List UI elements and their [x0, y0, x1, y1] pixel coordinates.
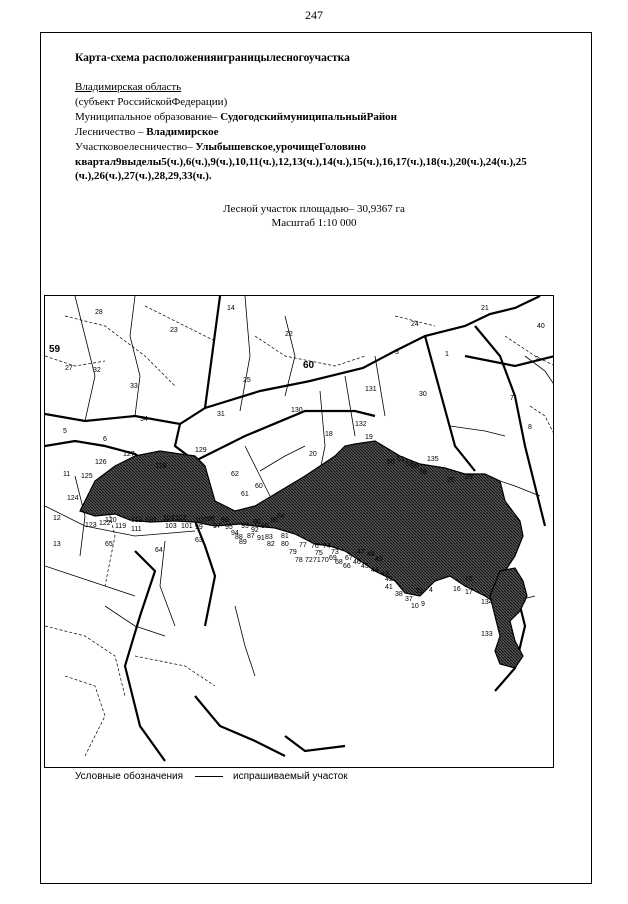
forest-map: [44, 295, 554, 768]
legend-description: испрашиваемый участок: [233, 771, 348, 782]
quarter-number-60: 60: [303, 360, 315, 371]
legend-label: Условные обозначения: [75, 771, 184, 782]
municipality-line: [75, 110, 575, 125]
parcel-label: 110: [145, 517, 157, 524]
parcel-label: 71: [313, 557, 321, 564]
parcel-label: 76: [311, 543, 319, 550]
parcel-label: 23: [170, 327, 178, 334]
parcel-label: 81: [281, 533, 289, 540]
parcel-label: 100: [195, 517, 207, 524]
parcel-label: 17: [465, 589, 473, 596]
parcel-label: 131: [365, 386, 377, 393]
parcel-label: 88: [235, 534, 243, 541]
parcel-info: [75, 80, 575, 183]
parcel-label: 84: [277, 513, 285, 520]
parcel-label: 99: [195, 524, 203, 531]
scale-text: Масштаб 1:10 000: [271, 217, 357, 229]
parcel-label: 20: [309, 451, 317, 458]
quarter-line: квартал9выделы5(ч.),6(ч.),9(ч.),10,11(ч.),12,13(ч.),14(ч.),15(ч.),16,17(ч.),18(ч.),20(ч.),24(ч.),25 (ч.),26(ч.),27(ч.),28,29,33(ч.).: [75, 156, 527, 182]
parcel-label: 94: [231, 530, 239, 537]
parcel-label: 36: [419, 469, 427, 476]
forestry-value: Владимирское: [146, 126, 219, 138]
parcel-label: 33: [130, 383, 138, 390]
parcel-label: 125: [81, 473, 93, 480]
parcel-label: 120: [105, 517, 117, 524]
parcel-label: 19: [365, 434, 373, 441]
municipality-value: СудогодскиймуниципальныйРайон: [220, 111, 398, 123]
parcel-label: 3: [395, 349, 399, 356]
parcel-label: 91: [257, 535, 265, 542]
parcel-label: 101: [181, 523, 193, 530]
parcel-label: 122: [99, 520, 111, 527]
page-number: 247: [305, 8, 323, 22]
parcel-label: 26: [447, 477, 455, 484]
parcel-label: 68: [335, 559, 343, 566]
parcel-label: 74: [323, 543, 331, 550]
parcel-label: 43: [381, 571, 389, 578]
parcel-label: 63: [195, 537, 203, 544]
parcel-label: 22: [285, 331, 293, 338]
parcel-label: 30: [419, 391, 427, 398]
parcel-label: 119: [115, 523, 127, 530]
parcel-label: 80: [281, 541, 289, 548]
parcel-label: 39: [415, 588, 423, 595]
parcel-label: 13: [53, 541, 61, 548]
area-block: [0, 202, 628, 230]
parcel-label: 37: [405, 596, 413, 603]
parcel-label: 83: [265, 534, 273, 541]
parcel-label: 123: [85, 522, 97, 529]
parcel-label: 25: [243, 377, 251, 384]
parcel-label: 60: [255, 483, 263, 490]
forestry-label: Лесничество –: [75, 126, 147, 138]
parcel-label: 73: [331, 549, 339, 556]
parcel-label: 32: [93, 367, 101, 374]
parcel-label: 45: [361, 563, 369, 570]
parcel-label: 128: [155, 463, 167, 470]
parcel-label: 90: [253, 519, 261, 526]
parcel-label: 75: [315, 550, 323, 557]
parcel-label: 134: [481, 599, 493, 606]
parcel-label: 50: [387, 459, 395, 466]
parcel-label: 35: [411, 463, 419, 470]
parcel-label: 21: [481, 305, 489, 312]
parcel-label: 89: [239, 539, 247, 546]
parcel-label: 92: [251, 527, 259, 534]
parcel-label: 112: [131, 517, 143, 524]
parcel-label: 51: [397, 456, 405, 463]
parcel-label: 95: [225, 524, 233, 531]
district-line: [75, 140, 575, 155]
quarter-number-59: 59: [49, 344, 61, 355]
requested-parcel: [80, 441, 527, 668]
parcel-label: 79: [289, 549, 297, 556]
forestry-line: [75, 125, 575, 140]
parcel-label: 34: [140, 416, 148, 423]
parcel-label: 78: [295, 557, 303, 564]
parcel-label: 77: [299, 542, 307, 549]
parcel-label: 49: [375, 556, 383, 563]
parcel-label: 104: [163, 515, 175, 522]
parcel-label: 82: [267, 541, 275, 548]
parcel-label: 47: [357, 549, 365, 556]
parcel-label: 18: [325, 431, 333, 438]
parcel-label: 64: [155, 547, 163, 554]
parcel-label: 65: [105, 541, 113, 548]
parcel-label: 15: [465, 576, 473, 583]
document-title: Карта-схема расположенияиграницылесногоучастка: [75, 52, 350, 64]
parcel-label: 9: [421, 601, 425, 608]
parcel-label: 130: [291, 407, 303, 414]
parcel-label: 24: [411, 321, 419, 328]
parcel-label: 85: [271, 517, 279, 524]
parcel-label: 14: [227, 305, 235, 312]
parcel-label: 135: [427, 456, 439, 463]
district-value: Улыбышевское,урочищеГоловино: [195, 141, 366, 153]
parcel-label: 103: [165, 523, 177, 530]
parcel-label: 66: [343, 563, 351, 570]
parcel-label: 67: [345, 555, 353, 562]
parcel-label: 38: [395, 591, 403, 598]
parcel-label: 98: [207, 516, 215, 523]
parcel-label: 97: [213, 523, 221, 530]
parcel-label: 41: [385, 584, 393, 591]
region-name: Владимирская область: [75, 81, 182, 93]
parcel-label: 11: [63, 471, 71, 478]
parcel-label: 27: [65, 365, 73, 372]
parcel-label: 111: [131, 526, 142, 533]
parcel-label: 42: [385, 576, 393, 583]
parcel-label: 8: [528, 424, 532, 431]
municipality-label: Муниципальное образование–: [75, 111, 221, 123]
parcel-label: 132: [355, 421, 367, 428]
district-label: Участковоелесничество–: [75, 141, 196, 153]
parcel-label: 7: [510, 395, 514, 402]
parcel-label: 126: [95, 459, 107, 466]
parcel-label: 16: [453, 586, 461, 593]
parcel-label: 5: [63, 428, 67, 435]
parcel-label: 12: [53, 515, 61, 522]
parcel-label: 4: [429, 587, 433, 594]
map-canvas: [45, 296, 554, 768]
parcel-label: 70: [321, 557, 329, 564]
parcel-label: 2: [535, 356, 539, 363]
area-text: Лесной участок площадью– 30,9367 га: [223, 203, 405, 215]
parcel-label: 86: [261, 523, 269, 530]
parcel-label: 96: [221, 517, 229, 524]
parcel-label: 1: [445, 351, 449, 358]
parcel-label: 44: [371, 567, 379, 574]
parcel-label: 61: [241, 491, 249, 498]
parcel-label: 102: [175, 515, 187, 522]
parcel-label: 48: [367, 551, 375, 558]
parcel-label: 127: [123, 451, 135, 458]
parcel-label: 124: [67, 495, 79, 502]
parcel-label: 46: [353, 559, 361, 566]
parcel-label: 28: [95, 309, 103, 316]
parcel-label: 93: [241, 523, 249, 530]
parcel-label: 69: [329, 555, 337, 562]
parcel-label: 6: [103, 436, 107, 443]
parcel-label: 31: [217, 411, 225, 418]
parcel-label: 29: [465, 474, 473, 481]
parcel-label: 129: [195, 447, 207, 454]
parcel-label: 62: [231, 471, 239, 478]
parcel-label: 52: [405, 461, 413, 468]
parcel-label: 87: [247, 533, 255, 540]
parcel-label: 10: [411, 603, 419, 610]
parcel-label: 40: [537, 323, 545, 330]
subject-note: (субъект РоссийскойФедерации): [75, 96, 228, 108]
legend-boundary-line: [195, 776, 223, 777]
parcel-label: 133: [481, 631, 493, 638]
parcel-label: 72: [305, 557, 313, 564]
